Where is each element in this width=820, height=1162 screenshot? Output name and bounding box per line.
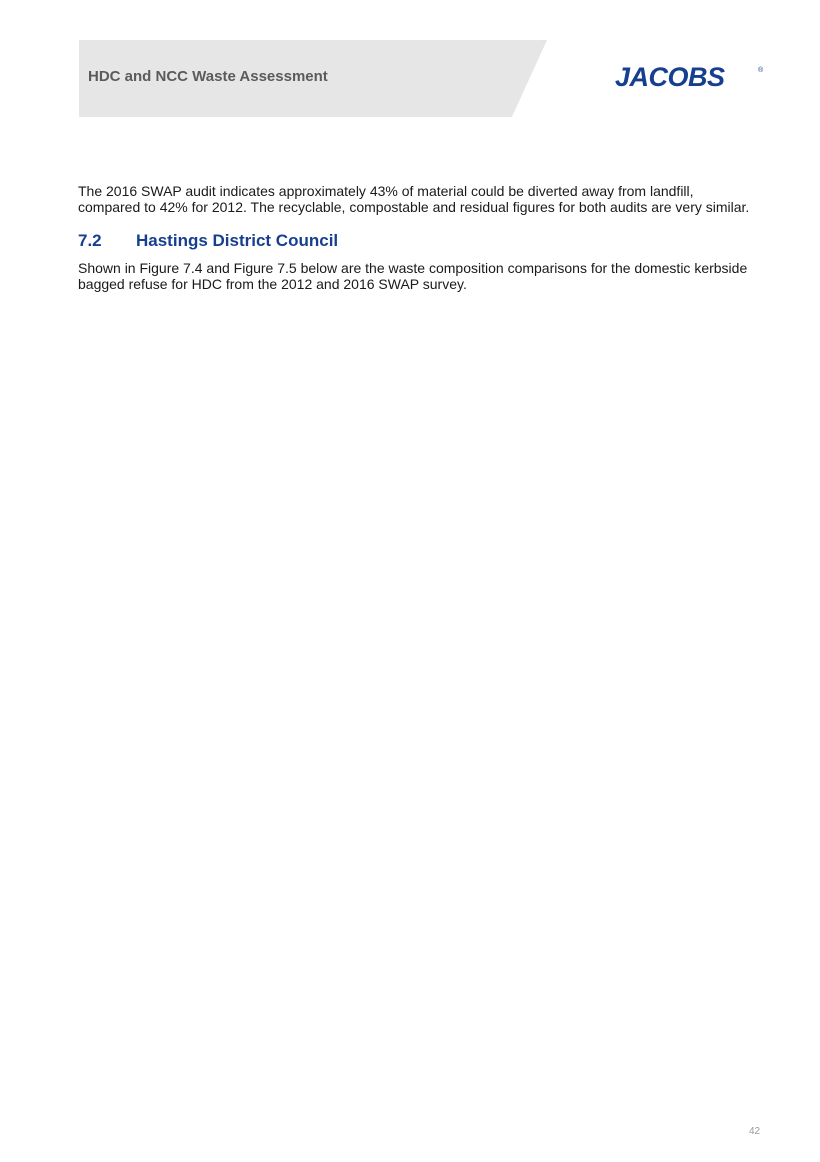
registered-mark: ®	[758, 67, 764, 74]
section-heading	[78, 231, 338, 251]
section-number: 7.2	[78, 231, 102, 250]
document-title: HDC and NCC Waste Assessment	[88, 68, 328, 85]
section-title: Hastings District Council	[136, 231, 339, 250]
paragraph-figure-reference: Shown in Figure 7.4 and Figure 7.5 below are the waste composition comparisons for the domestic kerbside bagged refuse for HDC from the 2012 and 2016 SWAP survey.	[78, 260, 748, 292]
page-number: 42	[749, 1126, 761, 1137]
paragraph-swap-audit: The 2016 SWAP audit indicates approximately 43% of material could be diverted away from landfill, compared to 42% for 2012. The recyclable, compostable and residual figures for both audits are very similar.	[78, 183, 750, 215]
jacobs-logo: JACOBS	[615, 62, 725, 92]
